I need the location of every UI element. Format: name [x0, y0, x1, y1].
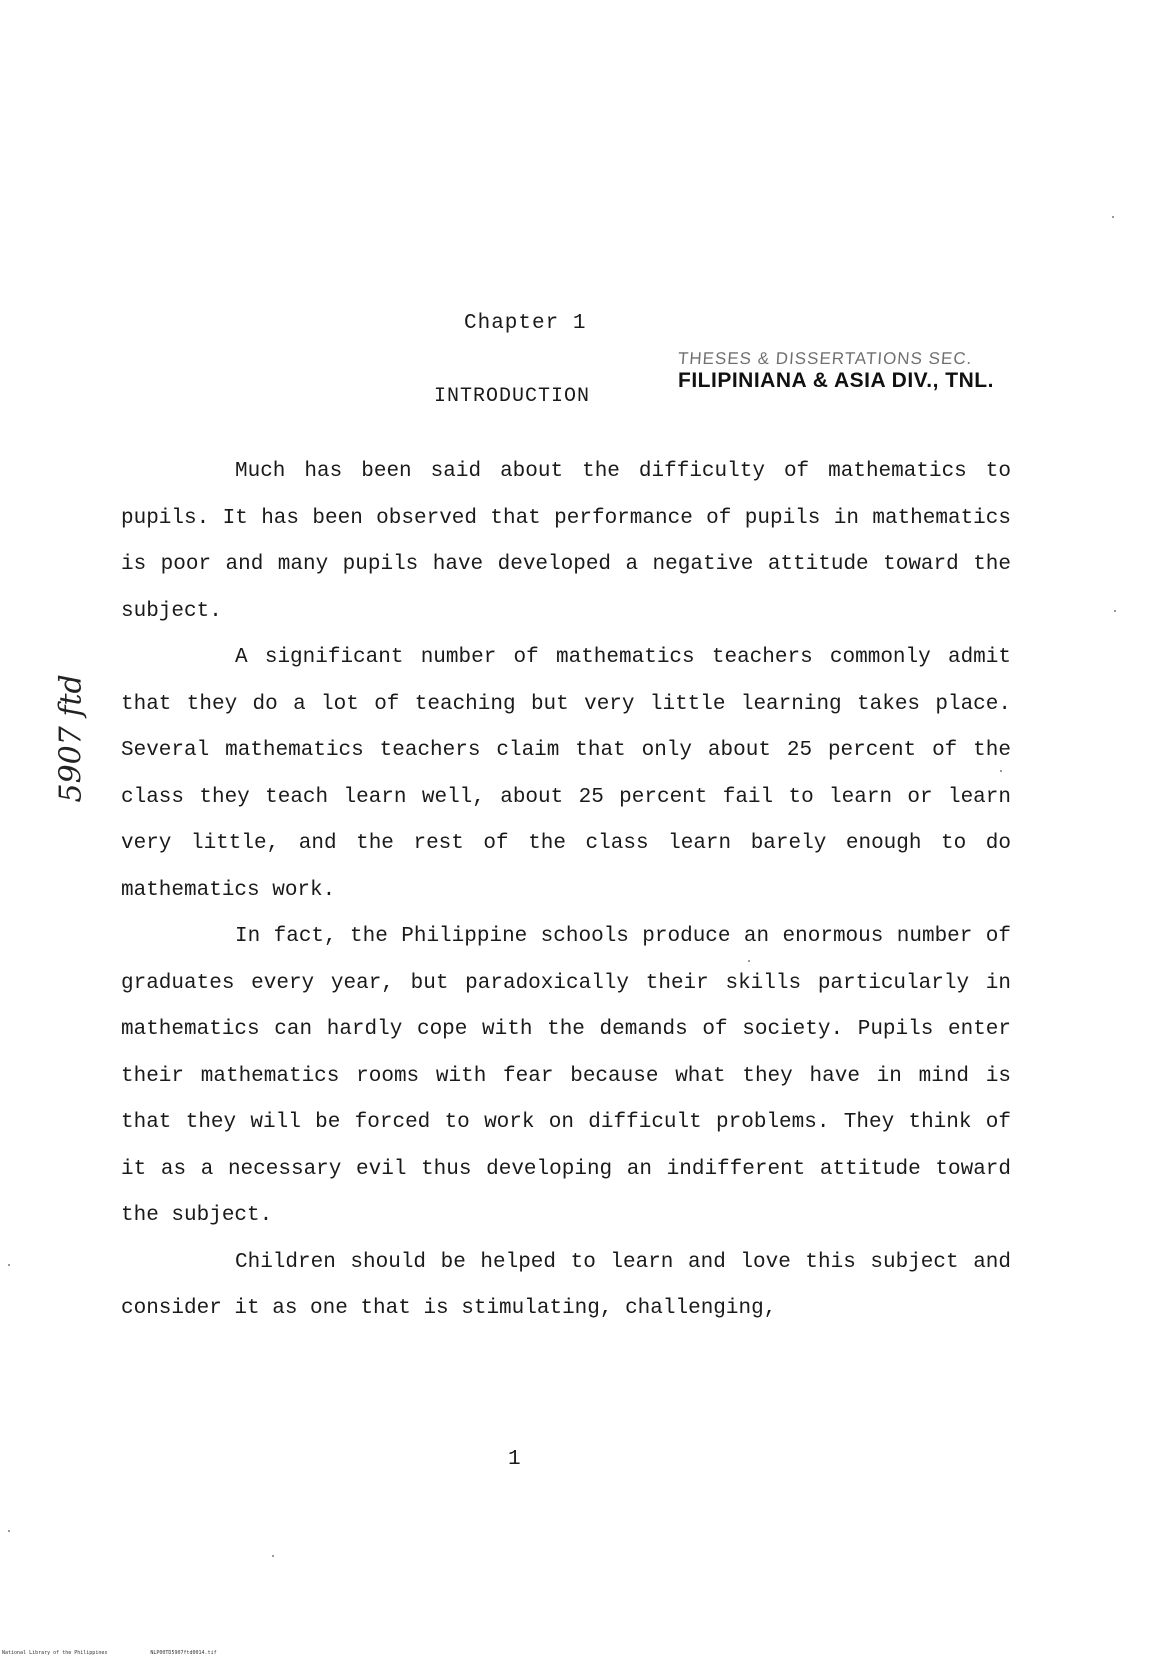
- stamp-line-1: THESES & DISSERTATIONS SEC.: [677, 349, 974, 368]
- page-number: 1: [508, 1448, 521, 1471]
- footer-file: NLP00TD5907ftd0014.tif: [150, 1650, 217, 1656]
- scan-speck: [8, 1530, 10, 1532]
- scan-footer: [2, 1650, 257, 1656]
- scan-speck: [748, 960, 750, 962]
- library-stamp: [678, 350, 994, 391]
- scan-speck: [1114, 610, 1116, 612]
- stamp-line-2: FILIPINIANA & ASIA DIV., TNL.: [678, 369, 994, 392]
- paragraph: Children should be helped to learn and love this subject and consider it as one that is stimulating, challenging,: [121, 1250, 1011, 1320]
- chapter-label: Chapter 1: [464, 312, 587, 335]
- handwritten-call-number: 5907 ftd: [53, 674, 89, 803]
- scan-speck: [1000, 770, 1002, 772]
- section-heading: INTRODUCTION: [434, 385, 591, 408]
- paragraph: Much has been said about the difficulty of mathematics to pupils. It has been observed that performance of pupils in mathematics is poor and many pupils have developed a negative attitude toward the subject.: [121, 460, 1011, 623]
- scan-speck: [272, 1555, 274, 1557]
- footer-library: National Library of the Philippines: [2, 1650, 108, 1656]
- scan-speck: [8, 1264, 10, 1266]
- scan-speck: [1112, 216, 1114, 218]
- paragraph: A significant number of mathematics teachers commonly admit that they do a lot of teaching but very little learning takes place. Several mathematics teachers claim that only about 25 percent of the class they teach learn well, about 25 percent fail to learn or learn very little, and the rest of the class learn barely enough to do mathematics work.: [121, 646, 1011, 902]
- paragraph: In fact, the Philippine schools produce an enormous number of graduates every year, but paradoxically their skills particularly in mathematics can hardly cope with the demands of society. Pupils enter their mathematics rooms with fear because what they have in mind is that they will be forced to work on difficult problems. They think of it as a necessary evil thus developing an indifferent attitude toward the subject.: [121, 925, 1011, 1227]
- body-text: [121, 449, 1011, 1333]
